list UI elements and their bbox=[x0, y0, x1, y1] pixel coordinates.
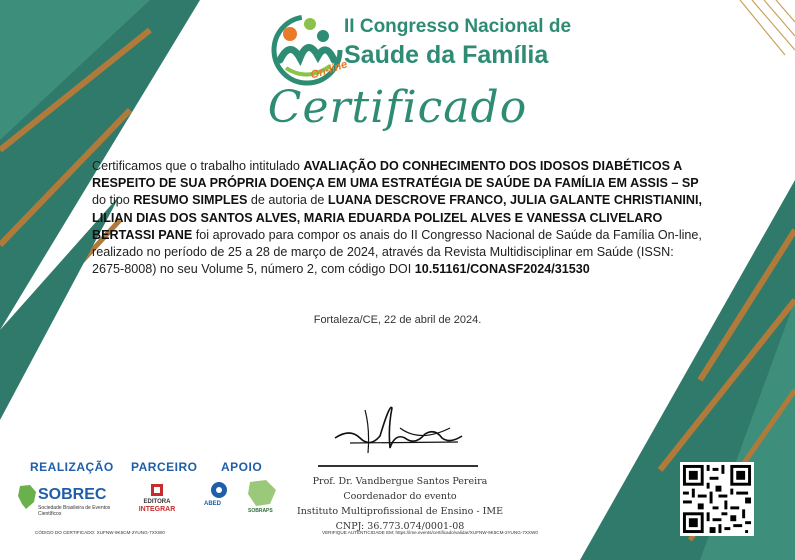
abed-logo: ABED bbox=[200, 478, 238, 522]
sobraps-logo: SOBRAPS bbox=[244, 478, 280, 514]
signature-image bbox=[330, 398, 470, 464]
certificate-body: Certificamos que o trabalho intitulado AVALIAÇÃO DO CONHECIMENTO DOS IDOSOS DIABÉTICOS A RESPEITO DE SUA PRÓPRIA DOENÇA EM UMA ESTRATÉGIA DE SAÚDE DA FAMÍLIA EM ASSIS – SP do tipo RESUMO SIMPLES de autoria de LUANA DESCROVE FRANCO, JULIA GALANTE CHRISTIANINI, LILIAN DIAS DOS SANTOS ALVES, MARIA EDUARDA POLIZEL ALVES E VANESSA CLIVELARO BERTASSI PANE foi aprovado para compor os anais do II Congresso Nacional de Saúde da Família On-line, realizado no período de 25 a 28 de março de 2024, através da Revista Multidisciplinar em Saúde (ISSN: 2675-8008) no seu Volume 5, número 2, com código DOI 10.51161/CONASF2024/31530 bbox=[92, 159, 702, 277]
sobraps-emblem-icon bbox=[244, 478, 280, 508]
signer-block bbox=[290, 474, 510, 534]
event-logo bbox=[268, 10, 572, 90]
signature-line bbox=[318, 465, 478, 467]
book-icon bbox=[149, 482, 165, 498]
realizacao-label: REALIZAÇÃO bbox=[30, 460, 114, 474]
authors: LUANA DESCROVE FRANCO, JULIA GALANTE CHRISTIANINI, LILIAN DIAS DOS SANTOS ALVES, MARIA EDUARDA POLIZEL ALVES E VANESSA CLIVELARO BERTASSI PANE bbox=[92, 193, 702, 242]
certificate-code: CÓDIGO DO CERTIFICADO: XUFNW-9K5CM-2YUNG-7XXW0 bbox=[35, 530, 165, 535]
family-logo-icon bbox=[268, 10, 346, 88]
abed-emblem-icon bbox=[208, 480, 230, 500]
signer-institution: Instituto Multiprofissional de Ensino - IME bbox=[296, 506, 504, 517]
signer-cnpj: CNPJ: 36.773.074/0001-08 bbox=[335, 521, 465, 532]
doi-code: 10.51161/CONASF2024/31530 bbox=[414, 262, 590, 277]
online-tag: On-line bbox=[309, 58, 349, 82]
apoio-label: APOIO bbox=[221, 460, 263, 474]
work-title: AVALIAÇÃO DO CONHECIMENTO DOS IDOSOS DIABÉTICOS A RESPEITO DE SUA PRÓPRIA DOENÇA EM UMA ESTRATÉGIA DE SAÚDE DA FAMÍLIA EM ASSIS – SP bbox=[92, 159, 699, 191]
editora-integrar-logo: EDITORA INTEGRAR bbox=[130, 480, 184, 520]
signer-name: Prof. Dr. Vandbergue Santos Pereira bbox=[312, 476, 488, 487]
event-title-line1: II Congresso Nacional de bbox=[344, 16, 572, 37]
brazil-map-icon bbox=[16, 484, 38, 510]
sobrec-logo: SOBREC Sociedade Brasileira de Eventos Científicos bbox=[16, 478, 116, 522]
verify-url[interactable]: VERIFIQUE AUTENTICIDADE EM: https://ime.events/certificado/validar/XUFNW-9K5CM-2YUNG-7XXW0 bbox=[322, 530, 538, 535]
signer-role: Coordenador do evento bbox=[343, 491, 457, 502]
qr-code[interactable] bbox=[680, 462, 754, 536]
parceiro-label: PARCEIRO bbox=[131, 460, 198, 474]
work-type: RESUMO SIMPLES bbox=[133, 193, 248, 208]
place-date: Fortaleza/CE, 22 de abril de 2024. bbox=[313, 314, 482, 326]
event-title-line2: Saúde da Família bbox=[344, 41, 549, 69]
certificate-title: Certificado bbox=[267, 82, 528, 133]
